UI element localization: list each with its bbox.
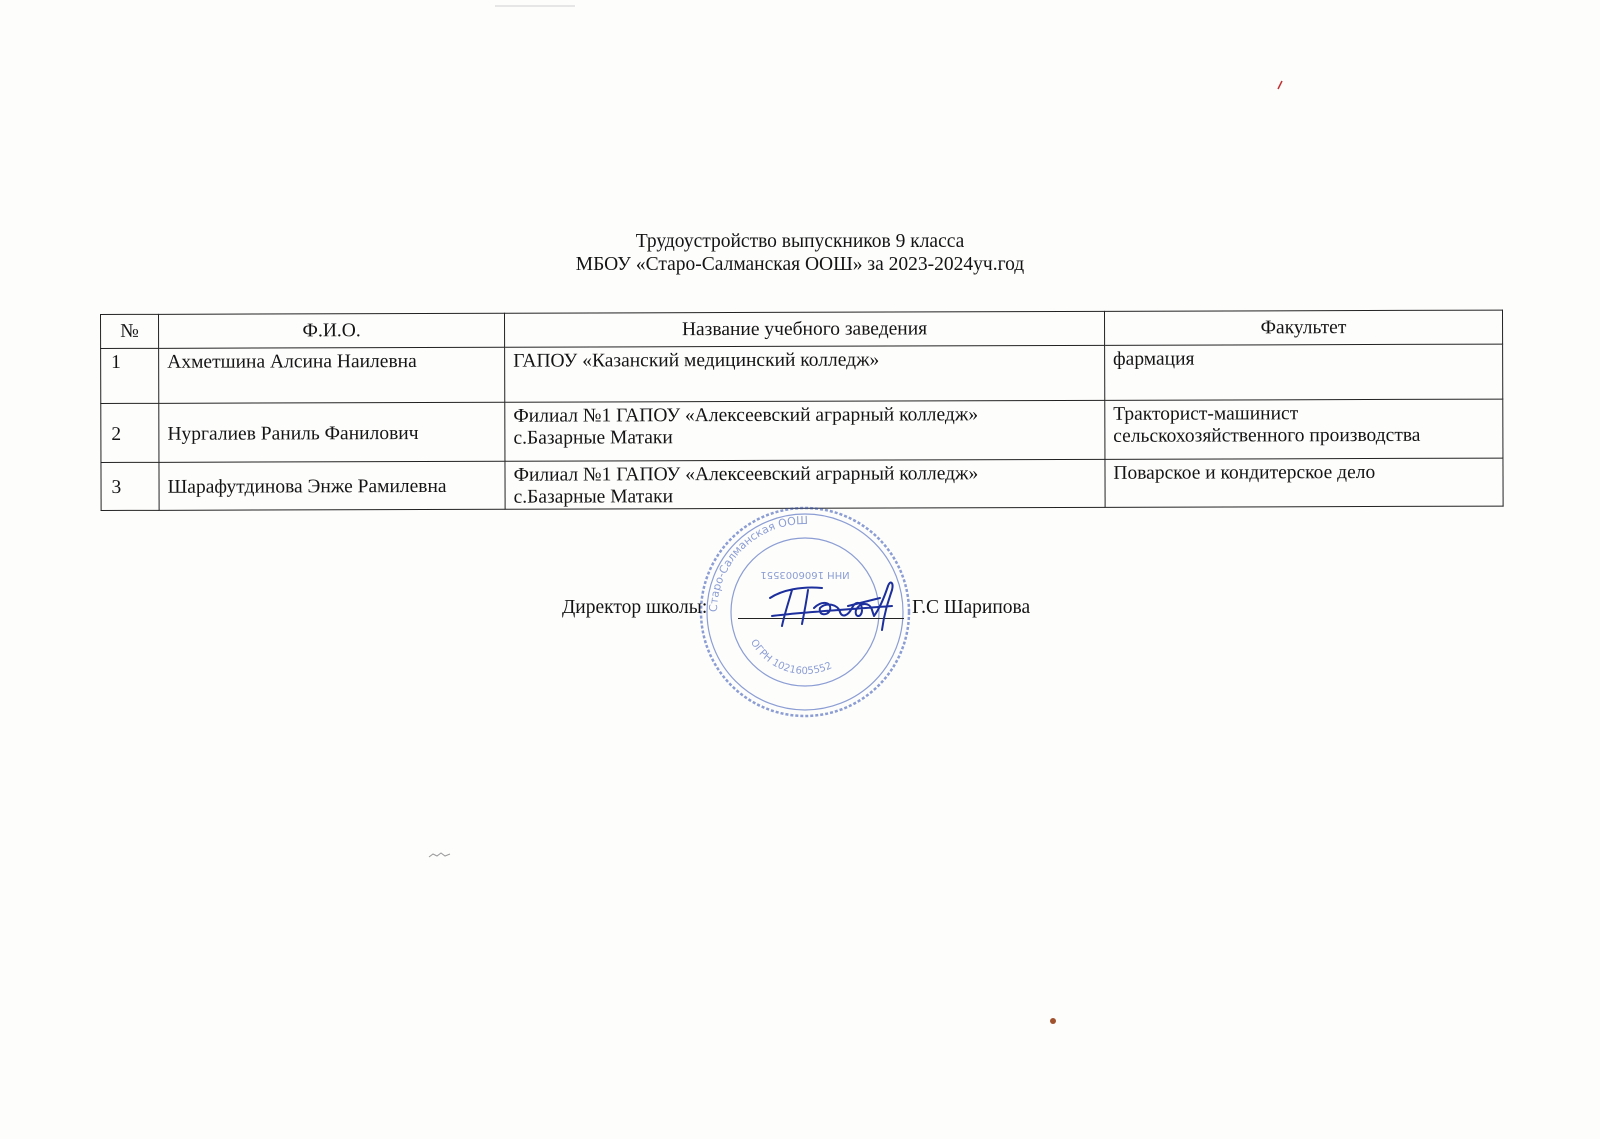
cell-faculty — [1105, 399, 1503, 459]
header-institution: Название учебного заведения — [505, 311, 1105, 347]
stamp-ogrn-text: ОГРН 1021605552 — [748, 637, 834, 678]
cell-institution — [505, 400, 1105, 461]
header-num: № — [101, 314, 159, 348]
director-name: Г.С Шарипова — [912, 597, 1031, 618]
cell-name: Шарафутдинова Энже Рамилевна — [159, 461, 505, 510]
cell-faculty — [1105, 458, 1503, 507]
cell-num: 3 — [101, 462, 159, 510]
scan-speck — [495, 4, 575, 8]
cell-num: 2 — [101, 403, 159, 462]
cell-num: 1 — [101, 348, 159, 403]
scan-speck — [1049, 1017, 1057, 1025]
table-header-row — [101, 310, 1503, 348]
institution-line-2: с.Базарные Матаки — [513, 427, 673, 449]
table-row — [101, 399, 1503, 462]
table-row — [101, 344, 1503, 403]
cell-name: Нургалиев Раниль Фанилович — [159, 402, 505, 462]
faculty-line-2: сельскохозяйственного производства — [1113, 424, 1421, 447]
stamp-inn-text: ИНН 1606003551 — [760, 569, 850, 580]
institution-line-1: ГАПОУ «Казанский медицинский колледж» — [513, 349, 880, 372]
handwritten-signature — [762, 572, 912, 642]
institution-line-1: Филиал №1 ГАПОУ «Алексеевский аграрный колледж» — [513, 463, 979, 486]
institution-line-1: Филиал №1 ГАПОУ «Алексеевский аграрный колледж» — [513, 404, 979, 427]
stamp-ring-text: Старо-Салманская ООШ — [706, 513, 809, 613]
document-title — [0, 230, 1600, 276]
header-name: Ф.И.О. — [159, 313, 505, 348]
cell-faculty — [1104, 344, 1502, 400]
faculty-line-1: фармация — [1112, 348, 1195, 370]
title-line-1: Трудоустройство выпускников 9 класса — [635, 231, 965, 252]
faculty-line-1: Тракторист-машинист — [1113, 403, 1299, 425]
scan-speck — [428, 850, 452, 860]
institution-line-2: с.Базарные Матаки — [513, 486, 674, 508]
scan-speck — [1277, 80, 1283, 90]
graduates-table — [100, 310, 1504, 511]
cell-institution — [505, 345, 1105, 402]
title-line-2: МБОУ «Старо-Салманская ООШ» за 2023-2024уч.год — [575, 254, 1025, 275]
cell-name: Ахметшина Алсина Наилевна — [159, 347, 505, 403]
faculty-line-1: Поварское и кондитерское дело — [1113, 461, 1376, 484]
header-faculty: Факультет — [1104, 310, 1502, 345]
director-label: Директор школы: — [562, 597, 708, 618]
